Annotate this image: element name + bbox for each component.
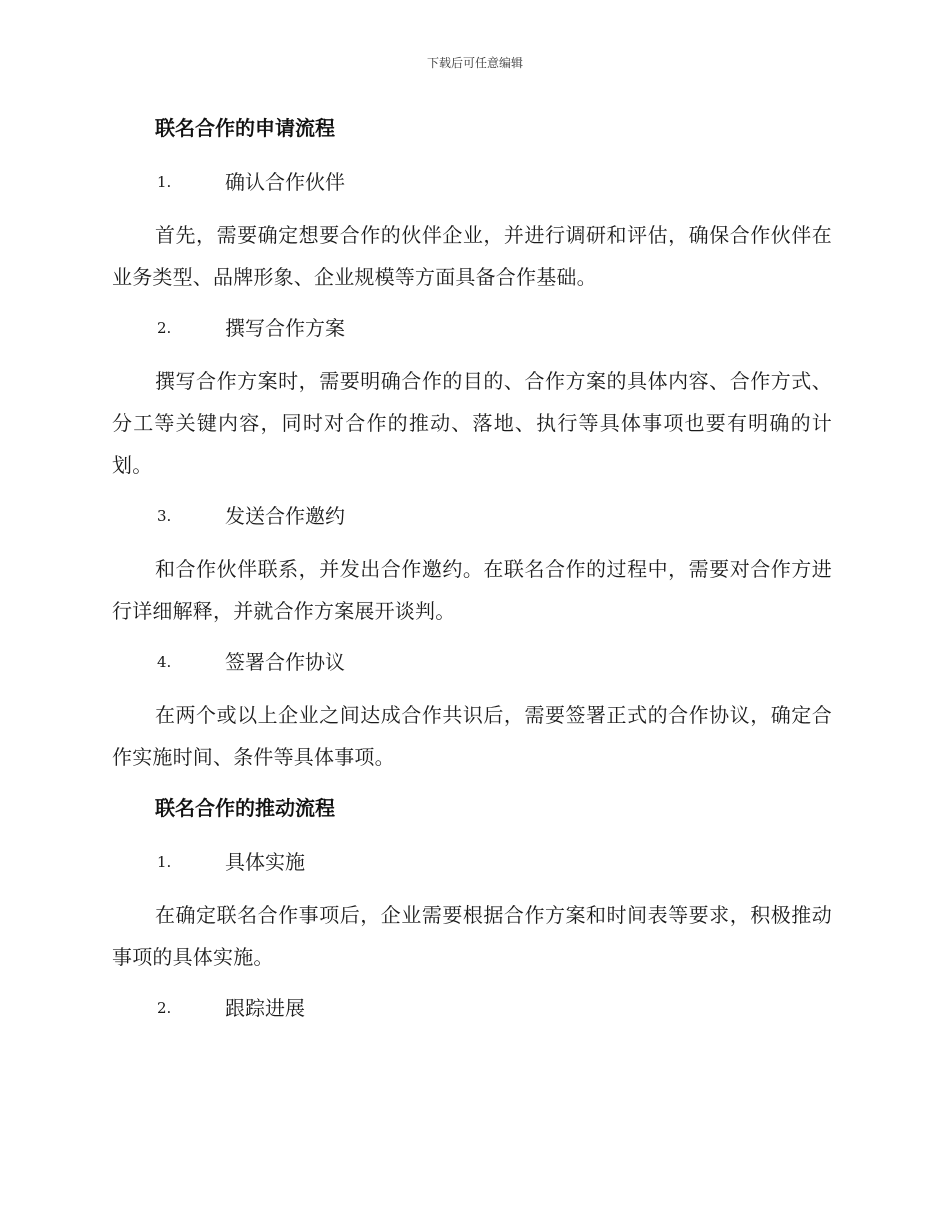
paragraph: 在确定联名合作事项后，企业需要根据合作方案和时间表等要求，积极推动事项的具体实施。 <box>112 903 832 969</box>
item-title: 签署合作协议 <box>225 650 345 674</box>
item-title: 跟踪进展 <box>225 996 305 1020</box>
item-number: 1. <box>157 173 172 191</box>
paragraph: 撰写合作方案时，需要明确合作的目的、合作方案的具体内容、合作方式、分工等关键内容，同时对合作的推动、落地、执行等具体事项也要有明确的计划。 <box>112 369 832 477</box>
paragraph: 首先，需要确定想要合作的伙伴企业，并进行调研和评估，确保合作伙伴在业务类型、品牌形象、企业规模等方面具备合作基础。 <box>112 223 832 289</box>
section-heading: 联名合作的申请流程 <box>155 116 335 140</box>
list-item <box>112 162 832 202</box>
item-number: 4. <box>157 653 172 671</box>
item-number: 1. <box>157 853 172 871</box>
item-title: 撰写合作方案 <box>225 316 345 340</box>
document-body <box>112 108 832 1040</box>
item-title: 确认合作伙伴 <box>225 170 345 194</box>
item-number: 3. <box>157 507 172 525</box>
paragraph: 在两个或以上企业之间达成合作共识后，需要签署正式的合作协议，确定合作实施时间、条件等具体事项。 <box>112 703 832 769</box>
list-item <box>112 988 832 1028</box>
item-title: 发送合作邀约 <box>225 504 345 528</box>
paragraph: 和合作伙伴联系，并发出合作邀约。在联名合作的过程中，需要对合作方进行详细解释，并就合作方案展开谈判。 <box>112 557 832 623</box>
page-header-note: 下载后可任意编辑 <box>426 56 523 70</box>
list-item <box>112 496 832 536</box>
item-number: 2. <box>157 999 172 1017</box>
list-item <box>112 308 832 348</box>
list-item <box>112 842 832 882</box>
item-title: 具体实施 <box>225 850 305 874</box>
section-heading: 联名合作的推动流程 <box>155 796 335 820</box>
list-item <box>112 642 832 682</box>
item-number: 2. <box>157 319 172 337</box>
